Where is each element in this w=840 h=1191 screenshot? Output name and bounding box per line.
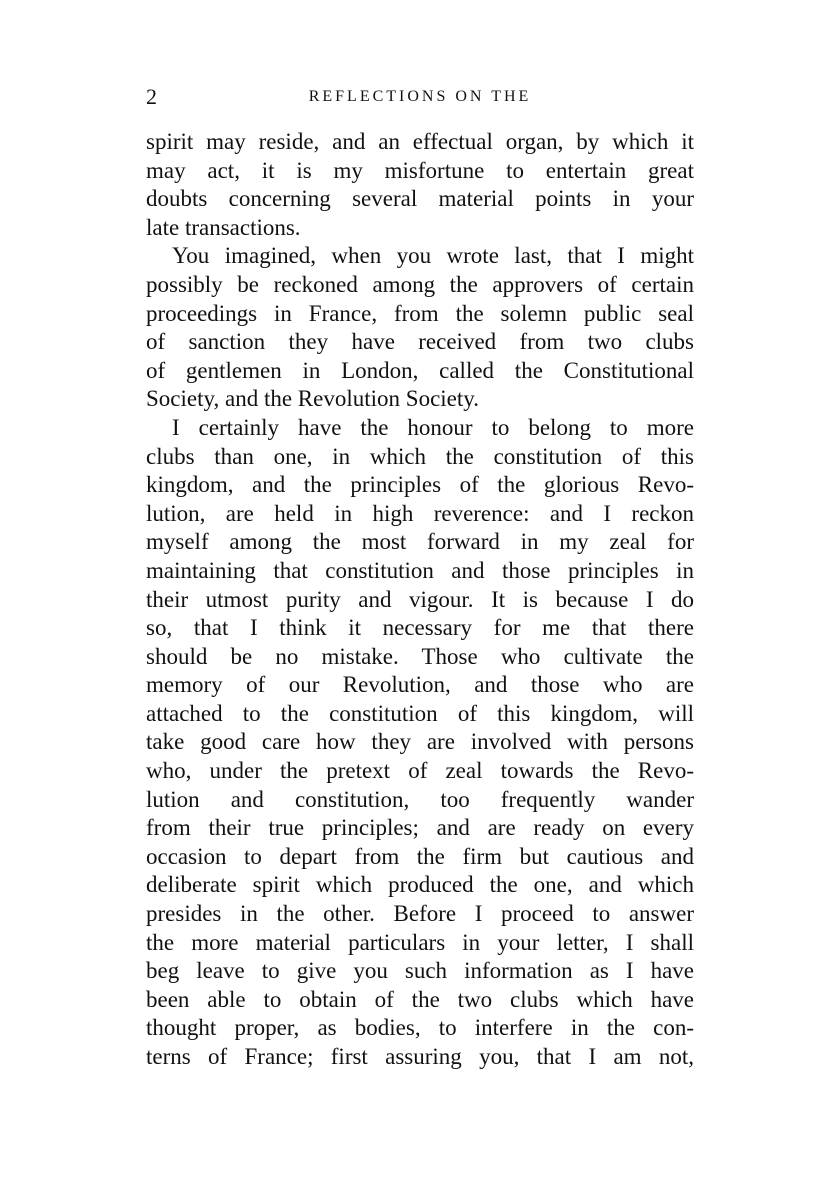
text-line: kingdom, and the principles of the glorious Revo- <box>146 472 694 498</box>
paragraph <box>146 414 694 1072</box>
text-line: take good care how they are involved with persons <box>146 729 694 755</box>
text-line: spirit may reside, and an effectual organ, by which it <box>146 129 694 154</box>
body-text <box>146 128 694 1072</box>
text-line: who, under the pretext of zeal towards the Revo- <box>146 758 694 784</box>
page-header <box>146 84 694 114</box>
text-line: attached to the constitution of this kingdom, will <box>146 700 694 726</box>
text-line: of gentlemen in London, called the Constitutional <box>146 357 694 383</box>
text-line: terns of France; first assuring you, that I am not, <box>146 1044 694 1069</box>
text-line: should be no mistake. Those who cultivate the <box>146 643 694 669</box>
text-line: occasion to depart from the firm but cautious and <box>146 843 694 869</box>
text-line: clubs than one, in which the constitution of this <box>146 443 694 469</box>
text-line: maintaining that constitution and those principles in <box>146 557 694 583</box>
text-line: Society, and the Revolution Society. <box>146 386 480 412</box>
page-number: 2 <box>146 84 157 109</box>
text-line: late transactions. <box>146 214 301 240</box>
text-line: deliberate spirit which produced the one, and which <box>146 872 694 898</box>
text-line: lution and constitution, too frequently wander <box>146 786 694 812</box>
text-line: of sanction they have received from two clubs <box>146 329 694 355</box>
text-line: beg leave to give you such information as I have <box>146 958 694 984</box>
text-line: presides in the other. Before I proceed to answer <box>146 901 694 927</box>
text-line: doubts concerning several material points in your <box>146 186 694 212</box>
text-line: possibly be reckoned among the approvers of certain <box>146 271 694 297</box>
running-head: REFLECTIONS ON THE <box>308 88 532 105</box>
text-line: thought proper, as bodies, to interfere in the con- <box>146 1015 694 1041</box>
text-line: I certainly have the honour to belong to more <box>172 414 694 440</box>
paragraph <box>146 242 694 414</box>
text-line: been able to obtain of the two clubs which have <box>146 986 694 1012</box>
text-line: proceedings in France, from the solemn public seal <box>146 300 694 326</box>
text-line: their utmost purity and vigour. It is because I do <box>146 586 694 612</box>
text-line: myself among the most forward in my zeal for <box>146 529 694 555</box>
text-line: lution, are held in high reverence: and I reckon <box>146 500 694 526</box>
text-line: from their true principles; and are ready on every <box>146 815 694 841</box>
text-line: may act, it is my misfortune to entertain great <box>146 157 694 183</box>
paragraph <box>146 128 694 242</box>
text-line: memory of our Revolution, and those who are <box>146 672 694 698</box>
text-line: so, that I think it necessary for me that there <box>146 615 694 641</box>
text-line: You imagined, when you wrote last, that I might <box>172 243 694 269</box>
text-line: the more material particulars in your letter, I shall <box>146 929 694 955</box>
